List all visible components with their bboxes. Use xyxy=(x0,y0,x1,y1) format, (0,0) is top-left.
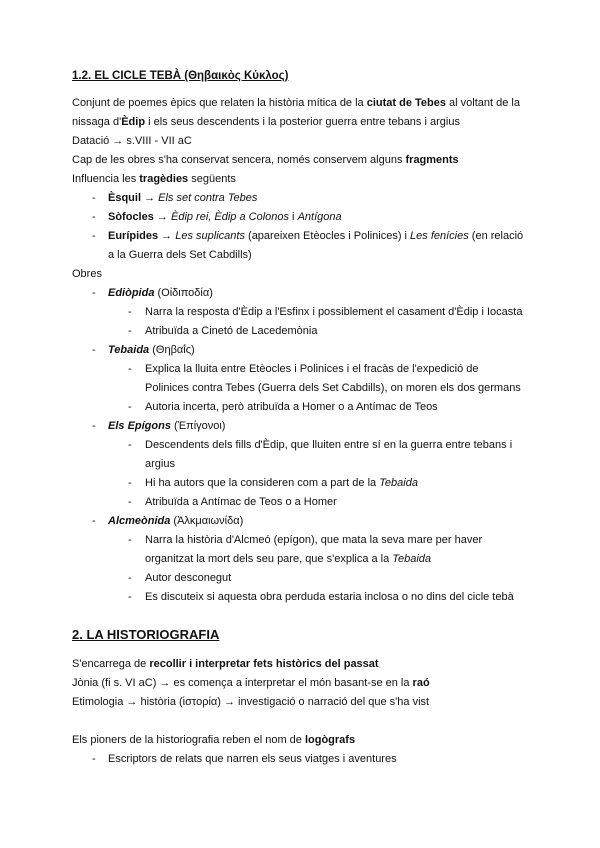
list-dash-marker: - xyxy=(92,287,96,299)
list-item xyxy=(72,189,542,208)
text-run: → xyxy=(153,211,171,223)
paragraph-line xyxy=(72,674,542,693)
paragraph-line xyxy=(72,731,542,750)
paragraph-line xyxy=(72,132,542,151)
text-run: Atribuïda a Antímac de Teos o a Homer xyxy=(145,496,337,508)
emphasized-text: raó xyxy=(412,677,430,689)
text-run: a la Guerra dels Set Cabdills) xyxy=(108,249,252,261)
list-item xyxy=(72,208,542,227)
section-heading-cicle-teba: 1.2. EL CICLE TEBÀ (Θηβαικὸς Κύκλος) xyxy=(72,70,289,82)
text-run: Els pioners de la historiografia reben el nom de xyxy=(72,734,305,746)
list-item xyxy=(72,284,542,303)
text-run: Hi ha autors que la consideren com a part de la xyxy=(145,477,380,489)
text-run: al voltant de la xyxy=(446,97,520,109)
list-dash-marker: - xyxy=(92,753,96,765)
text-run: (Θηβαΐς) xyxy=(149,344,195,356)
text-run: Autoria incerta, però atribuïda a Homer o a Antímac de Teos xyxy=(145,401,438,413)
text-run: Autor desconegut xyxy=(145,572,232,584)
list-dash-marker: - xyxy=(128,572,132,584)
text-run: següents xyxy=(188,173,236,185)
text-run: (Ἀλκμαιωνίδα) xyxy=(170,515,244,527)
emphasized-text: Eurípides xyxy=(108,230,159,242)
paragraph-line xyxy=(72,655,542,674)
text-run: Descendents dels fills d'Èdip, que lluiten entre sí en la guerra entre tebans i xyxy=(145,439,513,451)
text-run: Jònia (fi s. VI aC) → es comença a interpretar el món basant-se en la xyxy=(72,677,413,689)
paragraph-line xyxy=(72,170,542,189)
emphasized-text: Sòfocles xyxy=(108,211,154,223)
text-run: Explica la lluita entre Etèocles i Polinices i el fracàs de l'expedició de xyxy=(145,363,479,375)
emphasized-text: Tebaida xyxy=(108,344,150,356)
text-run: (en relació xyxy=(468,230,524,242)
list-dash-marker: - xyxy=(92,211,96,223)
emphasized-text: fragments xyxy=(405,154,459,166)
list-item xyxy=(72,569,542,588)
list-item xyxy=(72,246,542,265)
list-dash-marker: - xyxy=(128,325,132,337)
text-run: Etimologia → història (ἱστορία) → investigació o narració del que s'ha vist xyxy=(72,696,430,708)
text-run: Es discuteix si aquesta obra perduda estaria inclosa o no dins del cicle tebà xyxy=(145,591,514,603)
list-item xyxy=(72,588,542,607)
emphasized-text: Les fenícies xyxy=(410,230,469,242)
text-run: → xyxy=(158,230,176,242)
emphasized-text: Antígona xyxy=(297,211,342,223)
list-dash-marker: - xyxy=(128,306,132,318)
text-run: Conjunt de poemes èpics que relaten la història mítica de la xyxy=(72,97,367,109)
list-dash-marker: - xyxy=(128,591,132,603)
text-run: Narra la història d'Alcmeó (epígon), que mata la seva mare per haver xyxy=(145,534,483,546)
list-item xyxy=(72,360,542,379)
list-dash-marker: - xyxy=(92,344,96,356)
list-item xyxy=(72,341,542,360)
section-body-historiografia xyxy=(72,655,542,769)
text-run: nissaga d' xyxy=(72,116,122,128)
emphasized-text: Ediòpida xyxy=(108,287,155,299)
paragraph-line xyxy=(72,265,542,284)
list-dash-marker: - xyxy=(92,230,96,242)
emphasized-text: Les suplicants xyxy=(175,230,245,242)
list-dash-marker: - xyxy=(92,515,96,527)
emphasized-text: Èsquil xyxy=(108,192,142,204)
emphasized-text: ciutat de Tebes xyxy=(366,97,446,109)
text-run: Influencia les xyxy=(72,173,140,185)
emphasized-text: recollir i interpretar fets històrics del passat xyxy=(149,658,379,670)
list-dash-marker: - xyxy=(128,439,132,451)
list-item xyxy=(72,398,542,417)
list-item xyxy=(72,531,542,550)
text-run: Cap de les obres s'ha conservat sencera, només conservem alguns xyxy=(72,154,406,166)
list-item xyxy=(72,227,542,246)
list-dash-marker: - xyxy=(128,534,132,546)
emphasized-text: Els set contra Tebes xyxy=(158,192,258,204)
emphasized-text: Tebaida xyxy=(379,477,418,489)
emphasized-text: Èdip rei, Èdip a Colonos xyxy=(170,211,289,223)
list-item xyxy=(72,436,542,455)
text-run: Polinices contra Tebes (Guerra dels Set Cabdills), on moren els dos germans xyxy=(145,382,521,394)
list-item xyxy=(72,512,542,531)
list-dash-marker: - xyxy=(128,496,132,508)
list-item xyxy=(72,417,542,436)
text-run: Datació → s.VIII - VII aC xyxy=(72,135,192,147)
text-run: (apareixen Etèocles i Polinices) i xyxy=(244,230,411,242)
emphasized-text: tragèdies xyxy=(139,173,189,185)
paragraph-line xyxy=(72,693,542,712)
text-run: organitzat la mort dels seu pare, que s'explica a la xyxy=(145,553,393,565)
text-run: Atribuïda a Cinetó de Lacedemònia xyxy=(145,325,318,337)
list-dash-marker: - xyxy=(128,477,132,489)
list-item xyxy=(72,379,542,398)
text-run: S'encarrega de xyxy=(72,658,150,670)
list-dash-marker: - xyxy=(92,420,96,432)
list-item xyxy=(72,750,542,769)
section-heading-historiografia: 2. LA HISTORIOGRAFIA xyxy=(72,627,220,642)
list-item xyxy=(72,322,542,341)
paragraph-line xyxy=(72,113,542,132)
text-run: argius xyxy=(145,458,175,470)
list-item xyxy=(72,550,542,569)
text-run: i els seus descendents i la posterior guerra entre tebans i argius xyxy=(145,116,460,128)
section-body-cicle-teba xyxy=(72,94,542,607)
list-item xyxy=(72,493,542,512)
emphasized-text: logògrafs xyxy=(304,734,356,746)
list-item xyxy=(72,474,542,493)
list-item xyxy=(72,303,542,322)
text-run: Narra la resposta d'Èdip a l'Esfinx i possiblement el casament d'Èdip i Iocasta xyxy=(145,306,523,318)
list-dash-marker: - xyxy=(92,192,96,204)
text-run: Obres xyxy=(72,268,102,280)
paragraph-line xyxy=(72,94,542,113)
emphasized-text: Èdip xyxy=(121,116,146,128)
emphasized-text: Tebaida xyxy=(392,553,432,565)
list-dash-marker: - xyxy=(128,363,132,375)
emphasized-text: Alcmeònida xyxy=(108,515,171,527)
text-run: (Ἐπίγονοι) xyxy=(170,420,226,432)
text-run: Escriptors de relats que narren els seus viatges i aventures xyxy=(108,753,397,765)
emphasized-text: Els Epígons xyxy=(108,420,171,432)
paragraph-line xyxy=(72,151,542,170)
list-item xyxy=(72,455,542,474)
text-run: i xyxy=(289,211,298,223)
text-run: → xyxy=(141,192,159,204)
list-dash-marker: - xyxy=(128,401,132,413)
text-run: (Οἰδιποδία) xyxy=(154,287,213,299)
